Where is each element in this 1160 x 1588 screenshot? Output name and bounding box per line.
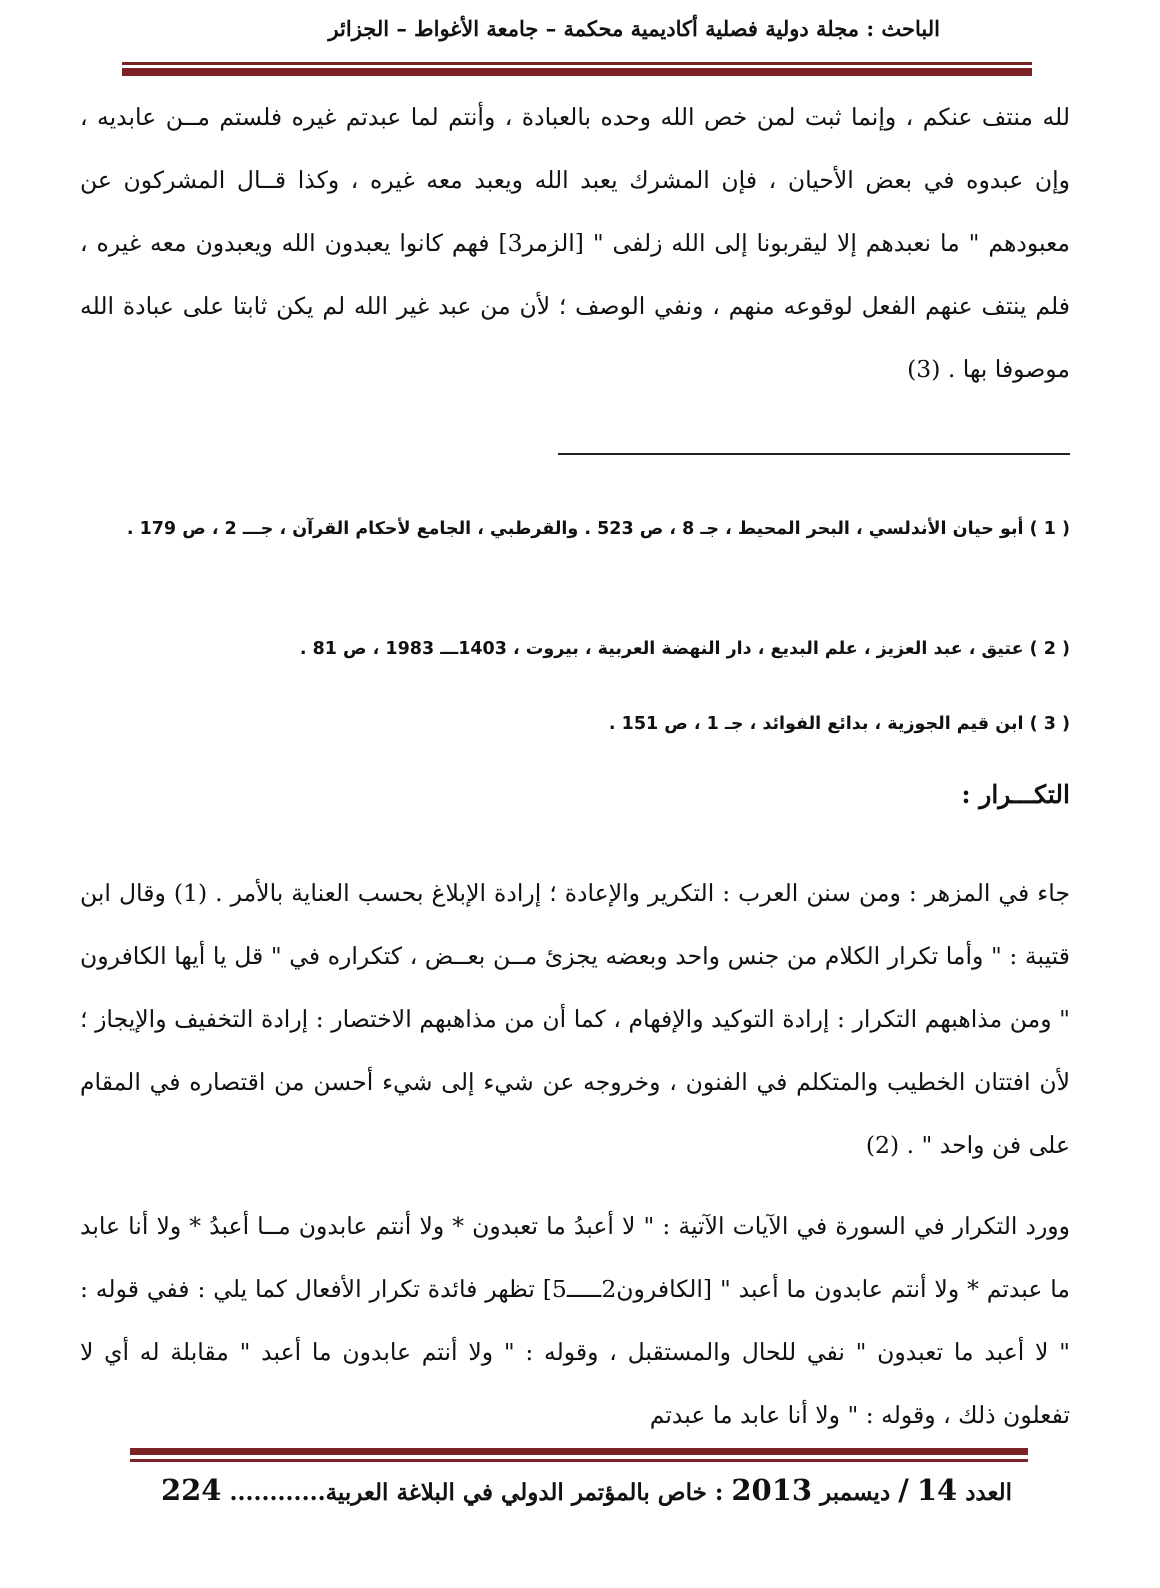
header-rule-thick	[122, 68, 1032, 76]
footnote-2: ( 2 ) عتيق ، عبد العزيز ، علم البديع ، دار النهضة العربية ، بيروت ، 1403ـــ 1983 ، ص 81 .	[299, 639, 1070, 659]
footer-rule-thin	[130, 1459, 1028, 1462]
running-header: الباحث : مجلة دولية فصلية أكاديمية محكمة – جامعة الأغواط – الجزائر	[328, 16, 940, 41]
page-number: 224	[160, 1473, 222, 1507]
footnote-3: ( 3 ) ابن قيم الجوزية ، بدائع الفوائد ، جـ 1 ، ص 151 .	[608, 714, 1070, 734]
body-paragraph-1: لله منتف عنكم ، وإنما ثبت لمن خص الله وحده بالعبادة ، وأنتم لما عبدتم غيره فلستم مــن عابديه ، وإن عبدوه في بعض الأحيان ، فإن المشرك يعبد الله ويعبد معه غيره ، وكذا قــال المشركون عن معبودهم " ما نعبدهم إلا ليقربونا إلى الله زلفى " [الزمر3] فهم كانوا يعبدون الله ويعبدون معه غيره ، فلم ينتف عنهم الفعل لوقوعه منهم ، ونفي الوصف ؛ لأن من عبد غير الله لم يكن ثابتا على عبادة الله موصوفا بها . (3)	[80, 103, 1070, 383]
section-title: التكـــرار :	[961, 780, 1070, 809]
footer-description: : خاص بالمؤتمر الدولي في البلاغة العربية............	[229, 1479, 724, 1506]
footer-issue-number: 14	[916, 1473, 958, 1507]
footer-issue-label: العدد	[965, 1479, 1012, 1506]
footnote-separator	[558, 453, 1070, 455]
header-rule-thin	[122, 62, 1032, 65]
footer-year: 2013	[731, 1473, 813, 1507]
running-footer	[132, 1473, 1012, 1507]
body-paragraph-2: جاء في المزهر : ومن سنن العرب : التكرير والإعادة ؛ إرادة الإبلاغ بحسب العناية بالأمر . (1) وقال ابن قتيبة : " وأما تكرار الكلام من جنس واحد وبعضه يجزئ مــن بعــض ، كتكراره في " قل يا أيها الكافرون " ومن مذاهبهم التكرار : إرادة التوكيد والإفهام ، كما أن من مذاهبهم الاختصار : إرادة التخفيف والإيجاز ؛ لأن افتتان الخطيب والمتكلم في الفنون ، وخروجه عن شيء إلى شيء أحسن من اقتصاره في المقام على فن واحد " . (2)	[80, 879, 1070, 1159]
footnote-1: ( 1 ) أبو حيان الأندلسي ، البحر المحيط ، جـ 8 ، ص 523 . والقرطبي ، الجامع لأحكام القرآن ، جـــ 2 ، ص 179 .	[126, 519, 1070, 539]
footer-month: ديسمبر	[820, 1479, 891, 1506]
body-paragraph-3: وورد التكرار في السورة في الآيات الآتية : " لا أعبدُ ما تعبدون * ولا أنتم عابدون مــا أعبدُ * ولا أنا عابد ما عبدتم * ولا أنتم عابدون ما أعبد " [الكافرون2ـــــ5] تظهر فائدة تكرار الأفعال كما يلي : ففي قوله : " لا أعبد ما تعبدون " نفي للحال والمستقبل ، وقوله : " ولا أنتم عابدون ما أعبد " مقابلة له أي لا تفعلون ذلك ، وقوله : " ولا أنا عابد ما عبدتم	[80, 1212, 1070, 1429]
footer-slash: /	[898, 1473, 909, 1507]
footer-rule-thick	[130, 1448, 1028, 1455]
